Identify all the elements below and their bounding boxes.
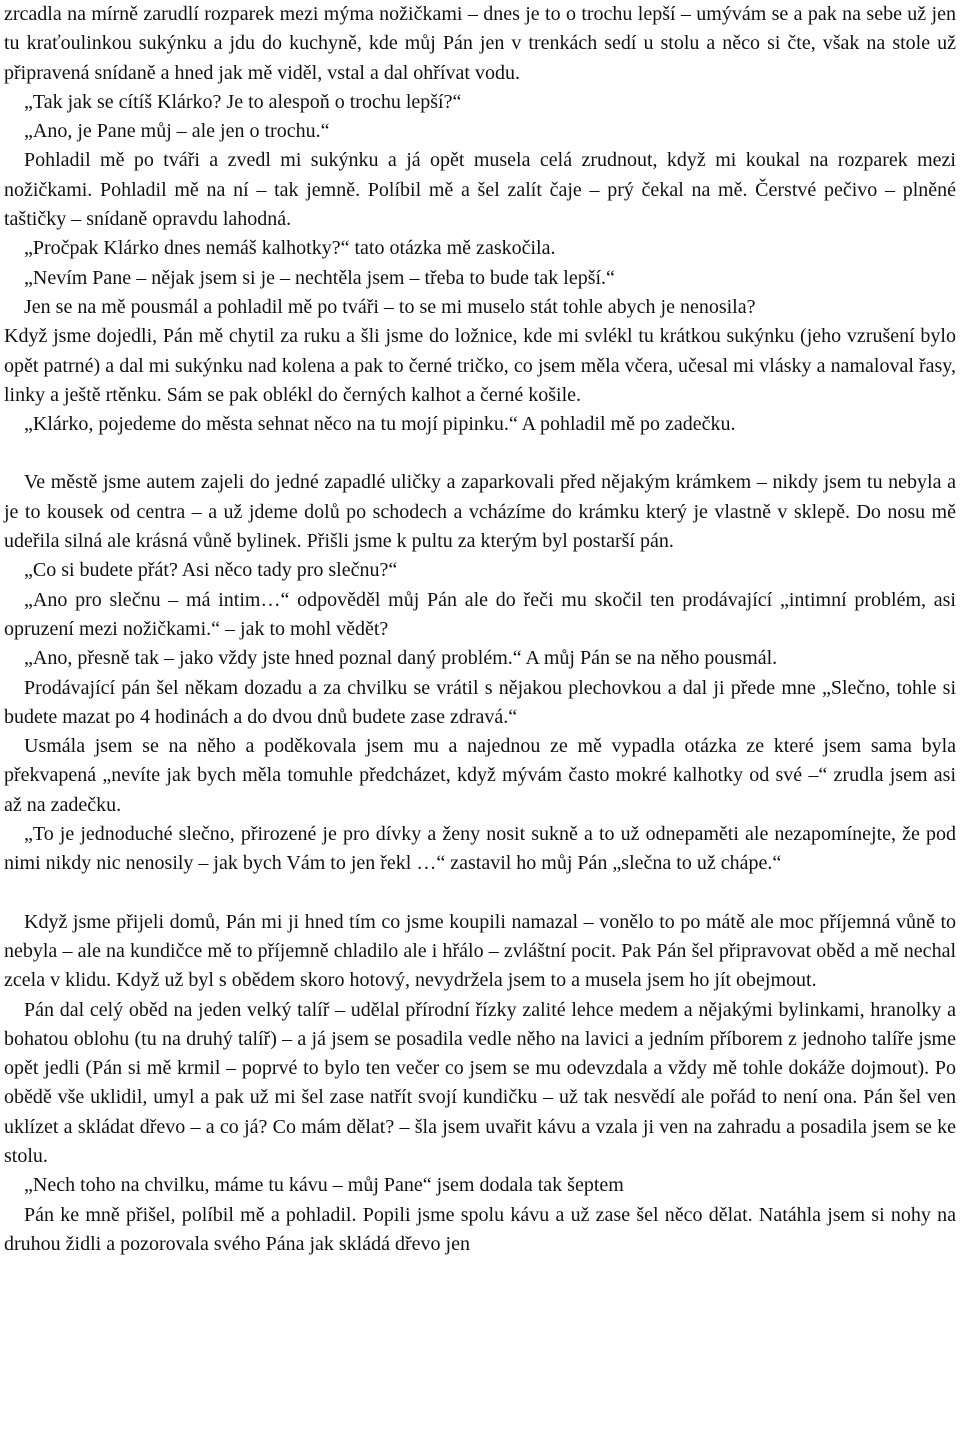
paragraph: „To je jednoduché slečno, přirozené je pro dívky a ženy nosit sukně a to už odnepaměti ale nezapomínejte, že pod nimi nikdy nic nenosily – jak bych Vám to jen řekl …“ zastavil ho můj Pán „slečna to už chápe.“ [4,823,956,875]
section-break [4,439,956,468]
paragraph: „Ano, je Pane můj – ale jen o trochu.“ [24,120,330,143]
paragraph: „Co si budete přát? Asi něco tady pro slečnu?“ [24,559,398,582]
paragraph: „Ano pro slečnu – má intim…“ odpověděl můj Pán ale do řeči mu skočil ten prodávající „intimní problém, asi opruzení mezi nožičkami.“ – jak to mohl vědět? [4,588,956,640]
paragraph: Usmála jsem se na něho a poděkovala jsem mu a najednou ze mě vypadla otázka ze které jsem sama byla překvapená „nevíte jak bych měla tomuhle předcházet, když mývám často mokré kalhotky od své –“ zrudla jsem asi až na zadečku. [4,735,956,816]
paragraph: „Nech toho na chvilku, máme tu kávu – můj Pane“ jsem dodala tak šeptem [24,1174,624,1197]
paragraph: „Nevím Pane – nějak jsem si je – nechtěla jsem – třeba to bude tak lepší.“ [24,266,615,289]
paragraph: zrcadla na mírně zarudlí rozparek mezi mýma nožičkami – dnes je to o trochu lepší – umývám se a pak na sebe už jen tu kraťoulinkou sukýnku a jdu do kuchyně, kde můj Pán jen v trenkách sedí u stolu a něco si čte, však na stole už připravená snídaně a hned jak mě viděl, vstal a dal ohřívat vodu. [4,3,956,84]
paragraph: Pohladil mě po tváři a zvedl mi sukýnku a já opět musela celá zrudnout, když mi koukal na rozparek mezi nožičkami. Pohladil mě na ní – tak jemně. Políbil mě a šel zalít čaje – prý čekal na mě. Čerstvé pečivo – plněné taštičky – snídaně opravdu lahodná. [4,149,956,231]
paragraph: Prodávající pán šel někam dozadu a za chvilku se vrátil s nějakou plechovkou a dal ji přede mne „Slečno, tohle si budete mazat po 4 hodinách a do dvou dnů budete zase zdravá.“ [4,676,956,728]
paragraph: Pán ke mně přišel, políbil mě a pohladil. Popili jsme spolu kávu a už zase šel něco dělat. Natáhla jsem si nohy na druhou židli a pozorovala svého Pána jak skládá dřevo jen [4,1203,956,1255]
paragraph: Jen se na mě pousmál a pohladil mě po tváři – to se mi muselo stát tohle abych je nenosila? [24,295,756,318]
document-page [4,0,956,1259]
paragraph: „Klárko, pojedeme do města sehnat něco na tu mojí pipinku.“ A pohladil mě po zadečku. [24,413,736,436]
paragraph: Ve městě jsme autem zajeli do jedné zapadlé uličky a zaparkovali před nějakým krámkem – nikdy jsem tu nebyla a je to kousek od centra – a už jdeme dolů po schodech a vcházíme do krámku který je vlastně v sklepě. Do nosu mě udeřila silná ale krásná vůně bylinek. Přišli jsme k pultu za kterým byl postarší pán. [4,471,956,553]
section-home [4,908,956,1260]
section-shop [4,468,956,878]
section-break [4,879,956,908]
paragraph: Když jsme přijeli domů, Pán mi ji hned tím co jsme koupili namazal – vonělo to po mátě ale moc příjemná vůně to nebyla – ale na kundičce mě to příjemně chladilo ale i hřálo – zvláštní pocit. Pak Pán šel připravovat oběd a mě nechal zcela v klidu. Když už byl s obědem skoro hotový, nevydržela jsem to a musela jsem ho jít obejmout. [4,910,956,992]
paragraph: „Tak jak se cítíš Klárko? Je to alespoň o trochu lepší?“ [24,90,462,113]
section-morning [4,0,956,439]
paragraph: Pán dal celý oběd na jeden velký talíř – udělal přírodní řízky zalité lehce medem a nějakými bylinkami, hranolky a bohatou oblohu (tu na druhý talíř) – a já jsem se posadila vedle něho na lavici a jedním příborem z jednoho talíře jsme opět jedli (Pán si mě krmil – poprvé to bylo ten večer co jsem se mu odevzdala a vždy mě tohle dokáže dojmout). Po obědě vše uklidil, umyl a pak už mi šel zase natřít svojí kundičku – už tak nesvědí ale pořád to není ona. Pán šel ven uklízet a skládat dřevo – a co já? Co mám dělat? – šla jsem uvařit kávu a vzala ji ven na zahradu a posadila jsem se ke stolu. [4,998,956,1167]
paragraph: Když jsme dojedli, Pán mě chytil za ruku a šli jsme do ložnice, kde mi svlékl tu krátkou sukýnku (jeho vzrušení bylo opět patrné) a dal mi sukýnku nad kolena a pak to černé tričko, co jsem měla včera, učesal mi vlásky a namaloval řasy, linky a ještě rtěnku. Sám se pak oblékl do černých kalhot a černé košile. [4,325,956,406]
paragraph: „Ano, přesně tak – jako vždy jste hned poznal daný problém.“ A můj Pán se na něho pousmál. [24,647,778,670]
paragraph: „Pročpak Klárko dnes nemáš kalhotky?“ tato otázka mě zaskočila. [24,237,556,260]
